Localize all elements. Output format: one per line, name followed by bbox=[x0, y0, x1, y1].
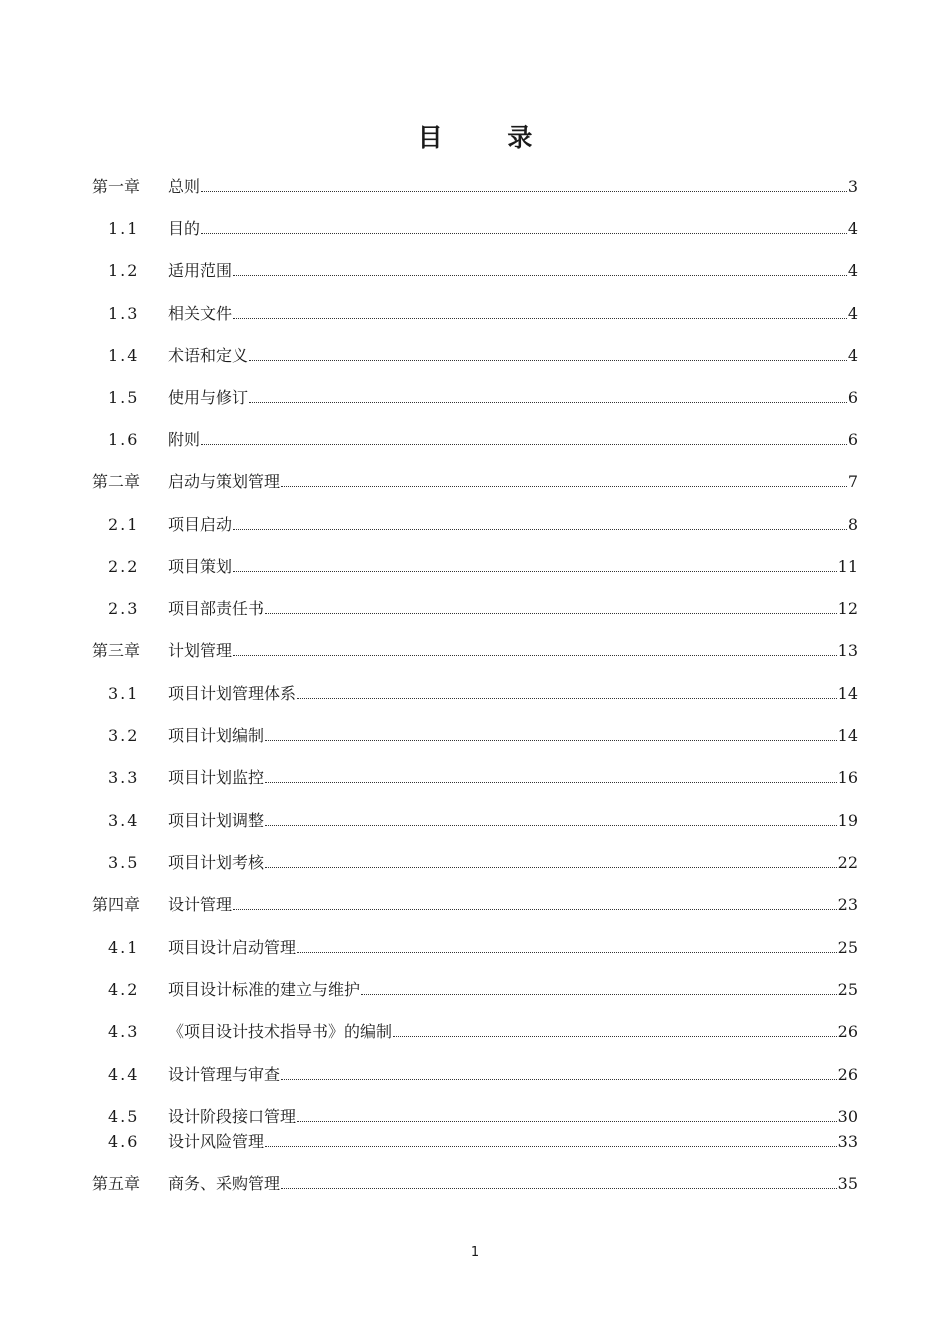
toc-entry-leader bbox=[168, 640, 858, 662]
toc-entry-page: 3 bbox=[847, 177, 858, 196]
toc-entry-label: 术语和定义 bbox=[168, 346, 249, 365]
toc-entry-label: 项目计划编制 bbox=[168, 726, 265, 745]
toc-entry-page: 7 bbox=[847, 472, 858, 491]
toc-entry-leader bbox=[168, 556, 858, 578]
toc-entry-number: 第二章 bbox=[92, 472, 141, 491]
toc-entry-page: 26 bbox=[837, 1065, 858, 1084]
dot-leader bbox=[265, 725, 837, 741]
toc-entry-number: 第四章 bbox=[92, 895, 141, 914]
dot-leader bbox=[281, 1064, 837, 1080]
toc-entry-label: 设计阶段接口管理 bbox=[168, 1107, 297, 1126]
toc-entry-number: 第五章 bbox=[92, 1174, 141, 1193]
toc-entry[interactable] bbox=[0, 937, 950, 959]
dot-leader bbox=[201, 429, 847, 445]
toc-entry-label: 商务、采购管理 bbox=[168, 1174, 281, 1193]
dot-leader bbox=[201, 176, 847, 192]
toc-entry-page: 16 bbox=[837, 768, 858, 787]
toc-entry-leader bbox=[168, 894, 858, 916]
toc-entry-number: 4.5 bbox=[108, 1107, 140, 1126]
toc-entry-label: 使用与修订 bbox=[168, 388, 249, 407]
toc-entry-leader bbox=[168, 937, 858, 959]
toc-entry[interactable] bbox=[0, 429, 950, 451]
toc-entry[interactable] bbox=[0, 767, 950, 789]
toc-entry-leader bbox=[168, 810, 858, 832]
toc-entry[interactable] bbox=[0, 1064, 950, 1086]
toc-entry-number: 4.6 bbox=[108, 1132, 140, 1151]
toc-entry-leader bbox=[168, 429, 858, 451]
dot-leader bbox=[201, 218, 847, 234]
toc-entry[interactable] bbox=[0, 1021, 950, 1043]
dot-leader bbox=[233, 556, 837, 572]
toc-entry[interactable] bbox=[0, 556, 950, 578]
toc-entry-label: 计划管理 bbox=[168, 641, 233, 660]
toc-entry-page: 4 bbox=[847, 261, 858, 280]
toc-entry-label: 项目设计启动管理 bbox=[168, 938, 297, 957]
dot-leader bbox=[265, 598, 837, 614]
toc-entry-page: 23 bbox=[837, 895, 858, 914]
toc-entry-leader bbox=[168, 979, 858, 1001]
toc-entry-number: 1.6 bbox=[108, 430, 140, 449]
dot-leader bbox=[233, 260, 847, 276]
toc-entry-label: 项目部责任书 bbox=[168, 599, 265, 618]
dot-leader bbox=[233, 640, 837, 656]
toc-entry-label: 设计管理与审查 bbox=[168, 1065, 281, 1084]
toc-entry-page: 12 bbox=[837, 599, 858, 618]
dot-leader bbox=[233, 514, 847, 530]
toc-entry[interactable] bbox=[0, 176, 950, 198]
toc-entry[interactable] bbox=[0, 1173, 950, 1195]
dot-leader bbox=[233, 894, 837, 910]
toc-entry-page: 35 bbox=[837, 1174, 858, 1193]
toc-entry-leader bbox=[168, 1021, 858, 1043]
toc-entry-label: 启动与策划管理 bbox=[168, 472, 281, 491]
toc-entry-label: 相关文件 bbox=[168, 304, 233, 323]
toc-entry-leader bbox=[168, 176, 858, 198]
toc-entry-number: 4.3 bbox=[108, 1022, 140, 1041]
toc-entry-page: 4 bbox=[847, 304, 858, 323]
toc-entry-number: 2.3 bbox=[108, 599, 140, 618]
toc-entry-label: 项目设计标准的建立与维护 bbox=[168, 980, 361, 999]
toc-entry-leader bbox=[168, 514, 858, 536]
toc-entry-page: 19 bbox=[837, 811, 858, 830]
toc-entry-leader bbox=[168, 303, 858, 325]
toc-entry[interactable] bbox=[0, 303, 950, 325]
toc-entry-number: 3.5 bbox=[108, 853, 140, 872]
toc-entry-number: 4.2 bbox=[108, 980, 140, 999]
toc-entry-label: 项目计划调整 bbox=[168, 811, 265, 830]
toc-entry[interactable] bbox=[0, 810, 950, 832]
dot-leader bbox=[361, 979, 837, 995]
toc-entry-leader bbox=[168, 218, 858, 240]
dot-leader bbox=[265, 1131, 837, 1147]
toc-entry-number: 第三章 bbox=[92, 641, 141, 660]
toc-entry[interactable] bbox=[0, 471, 950, 493]
toc-entry-leader bbox=[168, 387, 858, 409]
toc-entry-page: 6 bbox=[847, 430, 858, 449]
toc-entry-page: 26 bbox=[837, 1022, 858, 1041]
toc-entry-number: 2.2 bbox=[108, 557, 140, 576]
toc-entry[interactable] bbox=[0, 683, 950, 705]
toc-entry[interactable] bbox=[0, 1131, 950, 1153]
toc-entry-page: 13 bbox=[837, 641, 858, 660]
toc-entry-leader bbox=[168, 345, 858, 367]
dot-leader bbox=[297, 937, 837, 953]
toc-entry-label: 目的 bbox=[168, 219, 201, 238]
toc-entry[interactable] bbox=[0, 345, 950, 367]
toc-entry-page: 33 bbox=[837, 1132, 858, 1151]
toc-entry-leader bbox=[168, 1064, 858, 1086]
toc-entry-leader bbox=[168, 767, 858, 789]
toc-entry-page: 11 bbox=[837, 557, 858, 576]
toc-entry-number: 1.2 bbox=[108, 261, 140, 280]
toc-entry-leader bbox=[168, 683, 858, 705]
toc-entry-label: 项目计划监控 bbox=[168, 768, 265, 787]
dot-leader bbox=[249, 387, 847, 403]
toc-entry-leader bbox=[168, 852, 858, 874]
toc-entry[interactable] bbox=[0, 725, 950, 747]
toc-entry-label: 设计风险管理 bbox=[168, 1132, 265, 1151]
toc-entry-leader bbox=[168, 598, 858, 620]
toc-entry-number: 第一章 bbox=[92, 177, 141, 196]
toc-entry-label: 适用范围 bbox=[168, 261, 233, 280]
toc-entry[interactable] bbox=[0, 514, 950, 536]
toc-entry[interactable] bbox=[0, 1106, 950, 1128]
toc-entry-label: 设计管理 bbox=[168, 895, 233, 914]
toc-entry[interactable] bbox=[0, 387, 950, 409]
toc-entry[interactable] bbox=[0, 598, 950, 620]
dot-leader bbox=[265, 767, 837, 783]
toc-entry-leader bbox=[168, 725, 858, 747]
toc-entry-label: 《项目设计技术指导书》的编制 bbox=[168, 1022, 393, 1041]
toc-entry-page: 25 bbox=[837, 980, 858, 999]
toc-entry-leader bbox=[168, 1106, 858, 1128]
toc-entry-leader bbox=[168, 471, 858, 493]
toc-entry[interactable] bbox=[0, 979, 950, 1001]
toc-entry-page: 25 bbox=[837, 938, 858, 957]
toc-entry-label: 附则 bbox=[168, 430, 201, 449]
toc-entry-page: 30 bbox=[837, 1107, 858, 1126]
dot-leader bbox=[249, 345, 847, 361]
toc-entry-number: 3.2 bbox=[108, 726, 140, 745]
dot-leader bbox=[297, 683, 837, 699]
toc-entry[interactable] bbox=[0, 640, 950, 662]
dot-leader bbox=[265, 810, 837, 826]
toc-entry[interactable] bbox=[0, 894, 950, 916]
toc-entry-number: 4.1 bbox=[108, 938, 140, 957]
toc-entry-page: 14 bbox=[837, 726, 858, 745]
toc-entry-leader bbox=[168, 260, 858, 282]
toc-entry-number: 3.1 bbox=[108, 684, 140, 703]
toc-entry-number: 1.1 bbox=[108, 219, 140, 238]
toc-entry-label: 项目计划管理体系 bbox=[168, 684, 297, 703]
toc-entry[interactable] bbox=[0, 852, 950, 874]
dot-leader bbox=[233, 303, 847, 319]
dot-leader bbox=[281, 471, 847, 487]
toc-entry-leader bbox=[168, 1131, 858, 1153]
dot-leader bbox=[281, 1173, 837, 1189]
dot-leader bbox=[265, 852, 837, 868]
toc-entry-number: 2.1 bbox=[108, 515, 140, 534]
toc-entry-page: 4 bbox=[847, 219, 858, 238]
page-number: 1 bbox=[470, 1245, 480, 1260]
dot-leader bbox=[297, 1106, 837, 1122]
toc-entry-page: 14 bbox=[837, 684, 858, 703]
toc-entry-page: 22 bbox=[837, 853, 858, 872]
toc-entry[interactable] bbox=[0, 218, 950, 240]
toc-entry-number: 4.4 bbox=[108, 1065, 140, 1084]
toc-title: 目 录 bbox=[417, 123, 561, 152]
toc-entry-page: 6 bbox=[847, 388, 858, 407]
toc-entry-page: 4 bbox=[847, 346, 858, 365]
toc-entry-label: 总则 bbox=[168, 177, 201, 196]
toc-entry-number: 1.5 bbox=[108, 388, 140, 407]
toc-entry-page: 8 bbox=[847, 515, 858, 534]
dot-leader bbox=[393, 1021, 837, 1037]
toc-entry-number: 1.4 bbox=[108, 346, 140, 365]
toc-entry-number: 1.3 bbox=[108, 304, 140, 323]
toc-entry-label: 项目计划考核 bbox=[168, 853, 265, 872]
toc-entry-label: 项目启动 bbox=[168, 515, 233, 534]
toc-entry-leader bbox=[168, 1173, 858, 1195]
toc-entry-label: 项目策划 bbox=[168, 557, 233, 576]
toc-entry-number: 3.4 bbox=[108, 811, 140, 830]
toc-entry[interactable] bbox=[0, 260, 950, 282]
toc-entry-number: 3.3 bbox=[108, 768, 140, 787]
